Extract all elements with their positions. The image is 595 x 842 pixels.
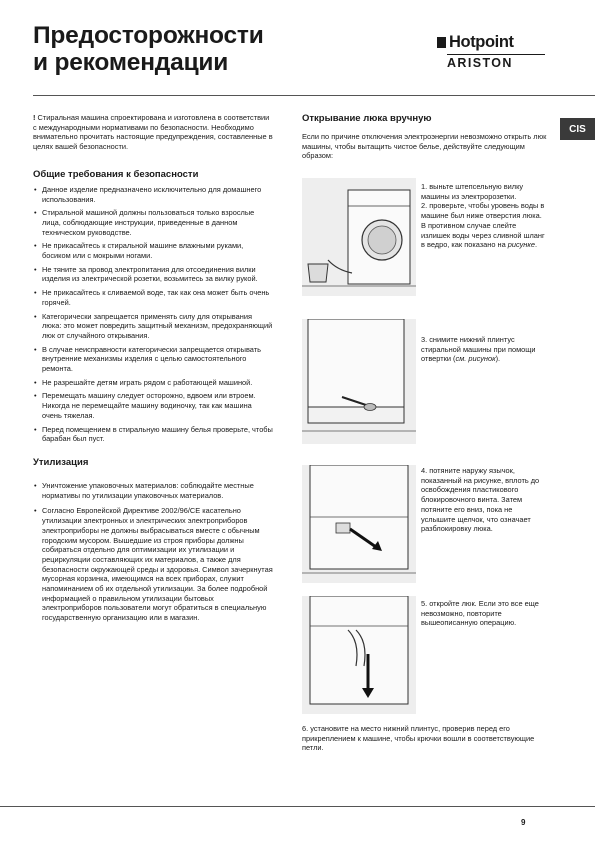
logo-sub: ARISTON: [447, 54, 545, 70]
list-item: • Не разрешайте детям играть рядом с работающей машиной.: [33, 378, 273, 388]
door-illustration: [302, 596, 416, 714]
step-6: 6. установите на место нижний плинтус, проверив перед его прикреплением к машине, чтобы крючки вошли в соответствующие петли.: [302, 724, 535, 753]
plinth-illustration: [302, 319, 416, 444]
safety-list: [33, 185, 273, 444]
list-item: • Перемещать машину следует осторожно, вдвоем или втроем. Никогда не перемещайте машину водиночку, так как машина очень тяжелая.: [33, 391, 273, 420]
left-column: [33, 113, 273, 623]
step-3: 3. снимите нижний плинтус стиральной машины при помощи отвертки (см. рисунок).: [421, 335, 536, 364]
figure-tab: [302, 465, 416, 583]
safety-heading: Общие требования к безопасности: [33, 168, 199, 180]
page-title: Предосторожности и рекомендации: [33, 22, 264, 76]
figure-plinth: [302, 319, 416, 444]
list-item: • Не прикасайтесь к сливаемой воде, так как она может быть очень горячей.: [33, 288, 273, 307]
tab-illustration: [302, 465, 416, 583]
logo-square-icon: [437, 37, 446, 48]
right-column: [302, 113, 547, 161]
drain-illustration: [302, 178, 416, 296]
list-item: • Согласно Европейской Директиве 2002/96/CE касательно утилизации электронных и электрических электроприборов электроприборы не должны выбрасываться вместе с обычным городским мусором. Вышедшие из строя приборы должны собираться отдельно для оптимизации их утилизации и рециркуляции составляющих их материалов, а также для безопасности окружающей среды и здоровья. Символ зачеркнутая мусорная корзинка, имеющимся на всех приборах, служит напоминанием об их отдельной утилизации. За более подробной информацией о правильном утилизации бытовых электроприборов пользователи могут обратиться в специальную государственную организацию или в магазин.: [33, 506, 273, 622]
logo-brand: Hotpoint: [449, 33, 514, 51]
disposal-heading: Утилизация: [33, 456, 89, 468]
figure-drain: [302, 178, 416, 296]
intro-paragraph: ! Стиральная машина спроектирована и изготовлена в соответствии с международными нормативами по безопасности. Необходимо внимательно прочитать настоящие предупреждения, составленные в целях вашей безопасности.: [33, 113, 273, 152]
brand-logo: [437, 33, 547, 70]
list-item: • Не тяните за провод электропитания для отсоединения вилки изделия из электрической розетки, возьмитесь за вилку рукой.: [33, 265, 273, 284]
list-item: • Не прикасайтесь к стиральной машине влажными руками, босиком или с мокрыми ногами.: [33, 241, 273, 260]
page-number: 9: [521, 818, 526, 827]
figure-door: [302, 596, 416, 714]
list-item: • Уничтожение упаковочных материалов: соблюдайте местные нормативы по утилизации упаковочных материалов.: [33, 481, 273, 500]
door-heading: Открывание люка вручную: [302, 113, 432, 124]
step-1: 1. выньте штепсельную вилку машины из электророзетки. 2. проверьте, чтобы уровень воды в машине был ниже отверстия люка. В противном случае слейте излишек воды через сливной шланг в ведро, как показано на рисунке.: [421, 182, 545, 250]
disposal-list: [33, 481, 273, 623]
header-divider: [33, 95, 595, 96]
step-2: 2. проверьте, чтобы уровень воды в машине был ниже отверстия люка. В противном случае слейте излишек воды через сливной шланг в ведро, как показано на рисунке.: [421, 201, 545, 250]
list-item: • Перед помещением в стиральную машину белья проверьте, чтобы барабан был пуст.: [33, 425, 273, 444]
footer-divider: [0, 806, 595, 807]
list-item: • В случае неисправности категорически запрещается открывать внутренние механизмы изделия с целью самостоятельного ремонта.: [33, 345, 273, 374]
door-intro: Если по причине отключения электроэнергии невозможно открыть люк машины, чтобы вытащить чистое белье, действуйте следующим образом:: [302, 132, 547, 161]
list-item: • Категорически запрещается применять силу для открывания люка: это может повредить защитный механизм, предохраняющий люк от случайного открывания.: [33, 312, 273, 341]
list-item: • Данное изделие предназначено исключительно для домашнего использования.: [33, 185, 273, 204]
language-badge: CIS: [560, 118, 595, 140]
step-4: 4. потяните наружу язычок, показанный на рисунке, вплоть до освобождения пластикового блокировочного винта. Затем потяните его вниз, пока не услышите щелчок, что означает разблокировку люка.: [421, 466, 540, 534]
step-5: 5. откройте люк. Если это все еще невозможно, повторите вышеописанную операцию.: [421, 599, 539, 628]
list-item: • Стиральной машиной должны пользоваться только взрослые лица, соблюдающие инструкции, приведенные в данном техническом руководстве.: [33, 208, 273, 237]
